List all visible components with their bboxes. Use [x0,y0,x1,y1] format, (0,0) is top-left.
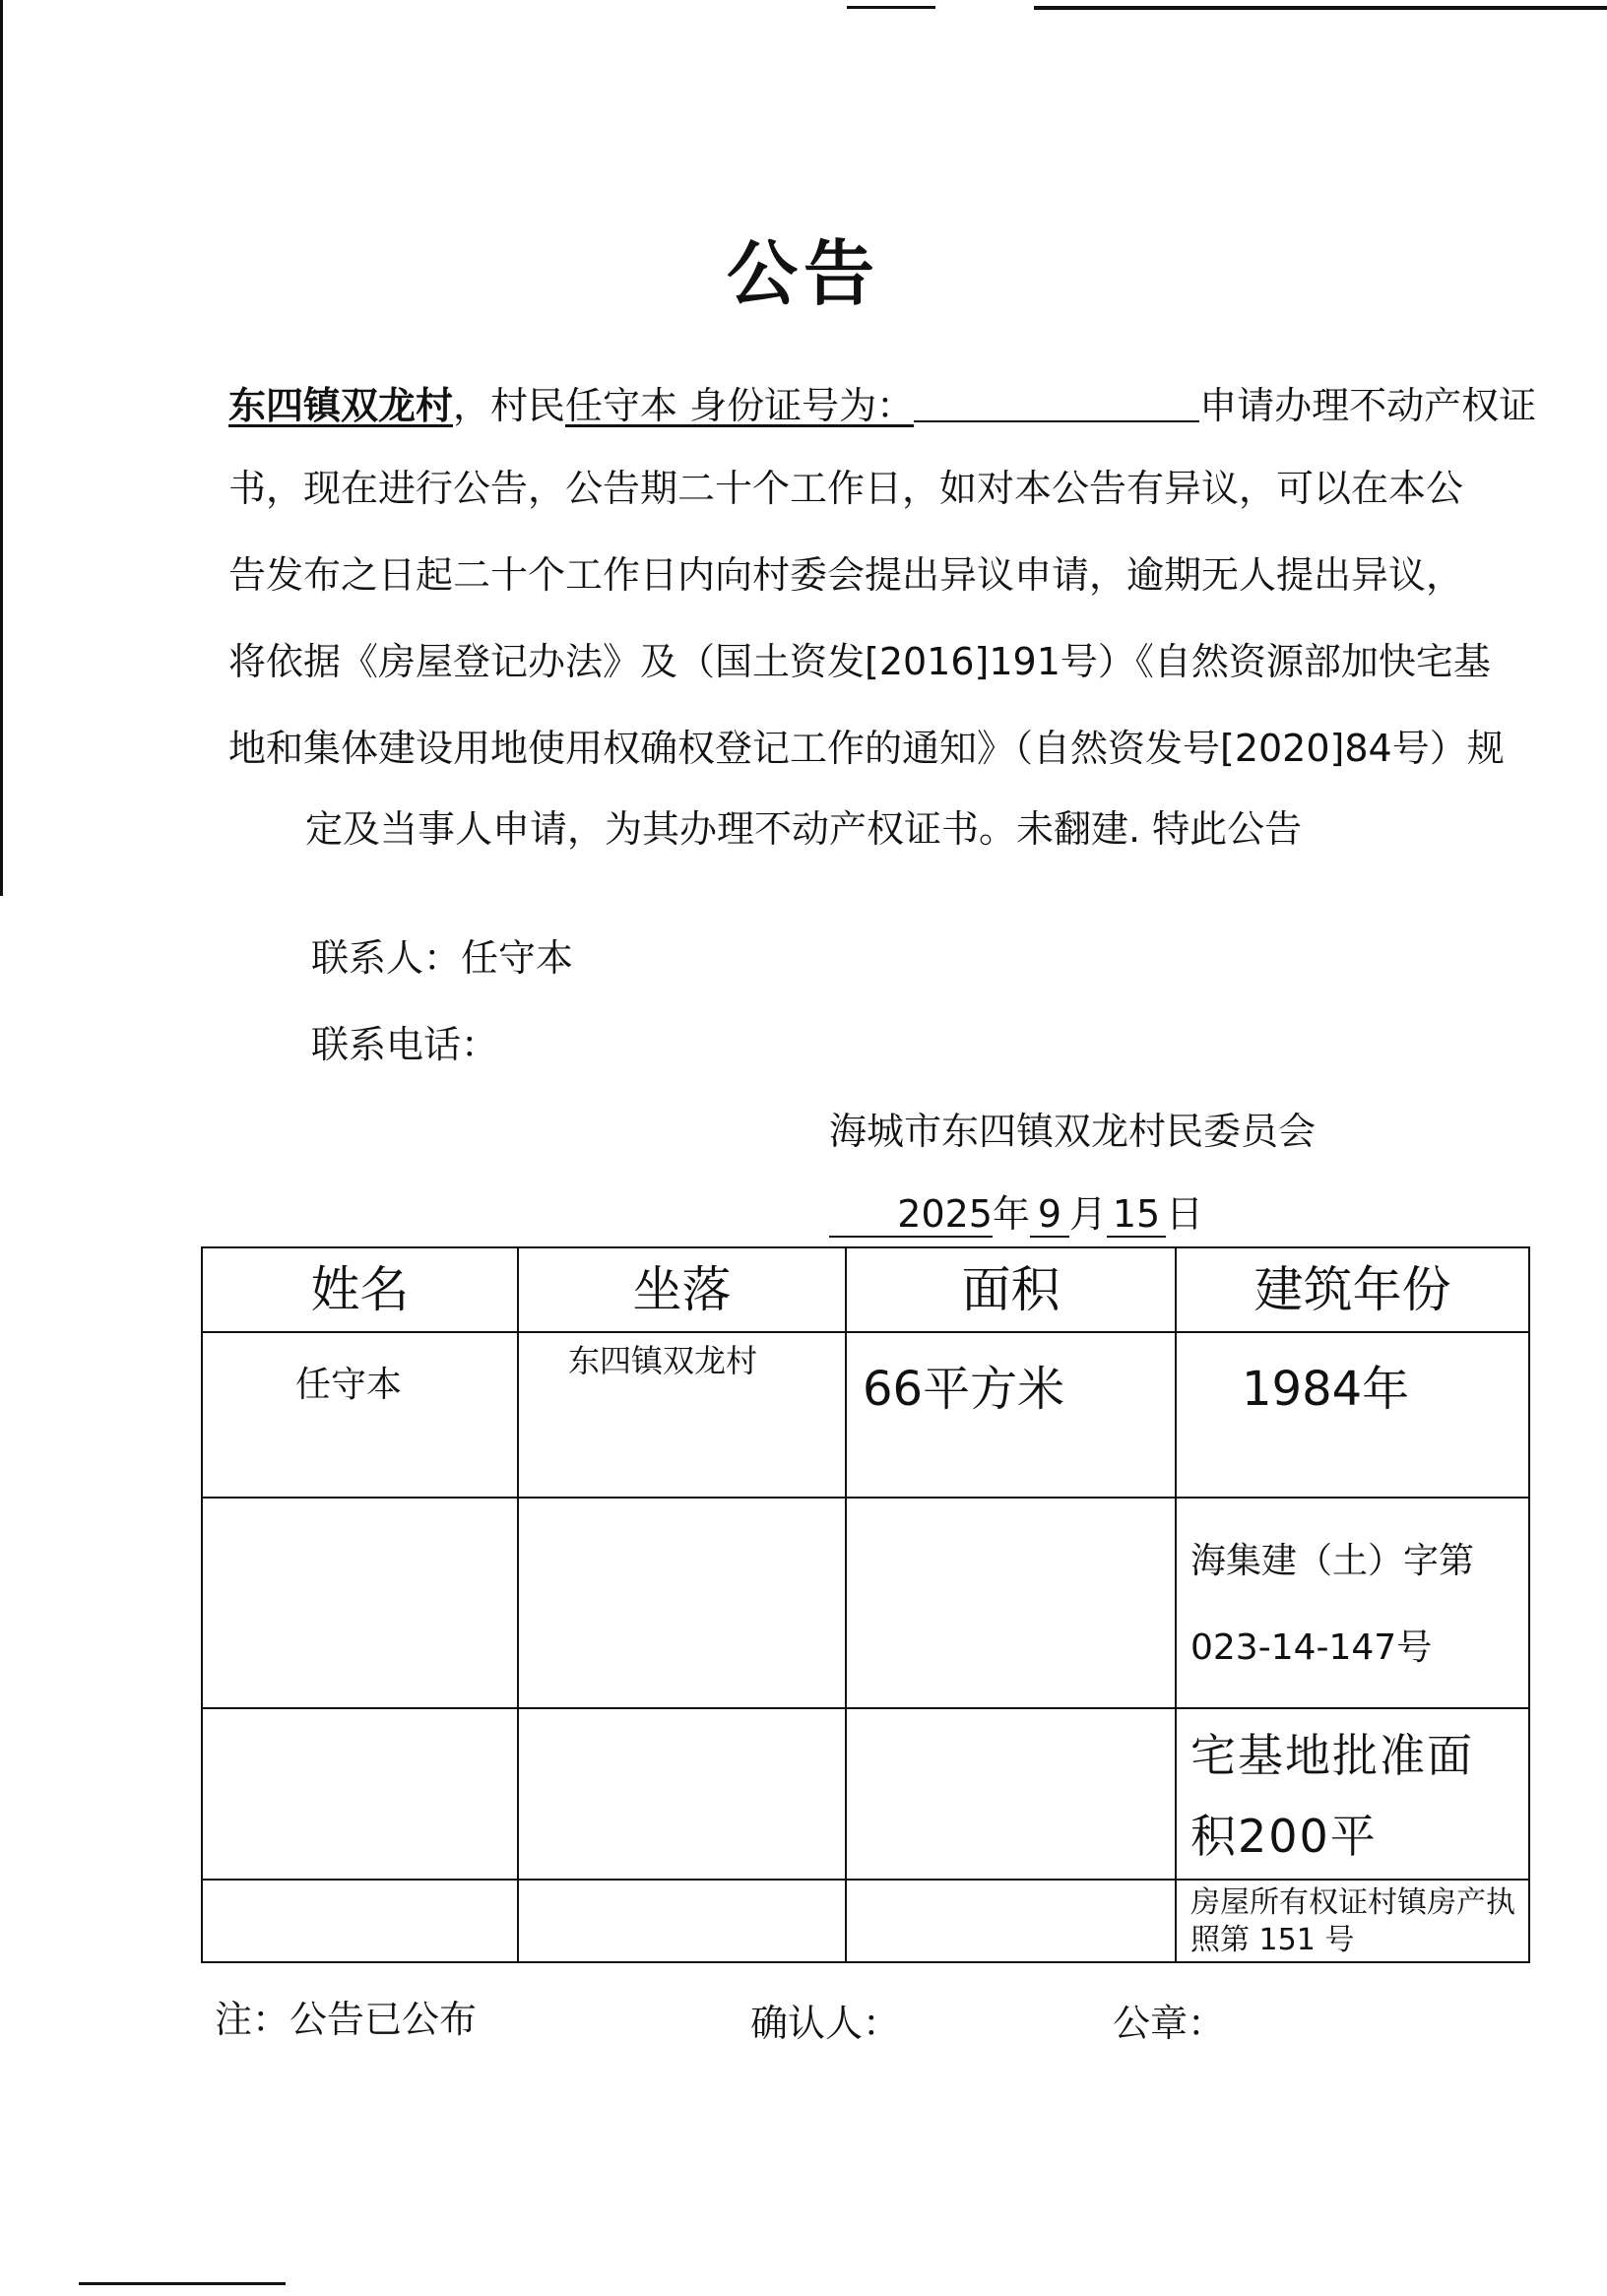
line1-tail: 申请办理不动产权证 [1199,384,1537,427]
footer-confirmer: 确认人： [750,2002,901,2045]
village-name: 东四镇双龙村 [228,384,454,427]
footer-note: 注：公告已公布 [215,1998,478,2041]
cell-empty [202,1498,518,1708]
contact-phone: 联系电话： [311,1023,499,1066]
table-row [202,1880,1529,1962]
cell-empty [846,1880,1176,1962]
body-line-4: 将依据《房屋登记办法》及（国土资发[2016]191号）《自然资源部加快宅基 [228,640,1491,683]
cell-empty [202,1880,518,1962]
cell-empty [202,1708,518,1880]
body-line-1 [228,384,1536,427]
body-line-2: 书，现在进行公告，公告期二十个工作日，如对本公告有异议，可以在本公 [228,467,1464,510]
header-area: 面积 [846,1247,1176,1332]
table-row [202,1708,1529,1880]
scan-edge-left [0,0,3,896]
header-name: 姓名 [202,1247,518,1332]
cell-empty [518,1498,846,1708]
date-year-suffix: 年 [993,1192,1031,1236]
cell-land-cert: 海集建（土）字第023-14-147号 [1176,1498,1529,1708]
table-header-row [202,1247,1529,1332]
cell-empty [518,1708,846,1880]
table-row [202,1332,1529,1498]
header-build-year: 建筑年份 [1176,1247,1529,1332]
header-location: 坐落 [518,1247,846,1332]
id-number-blank [914,387,1199,422]
date-year: 2025 [829,1192,993,1238]
cell-build-year: 1984年 [1176,1332,1529,1498]
body-line-3: 告发布之日起二十个工作日内向村委会提出异议申请，逾期无人提出异议， [228,553,1464,597]
page-title: 公告 [726,232,880,315]
body-line-6: 定及当事人申请，为其办理不动产权证书。未翻建. 特此公告 [305,807,1303,851]
date-day-suffix: 日 [1166,1192,1204,1236]
villager-label: ，村民 [453,384,566,427]
scan-edge-top [1034,6,1607,10]
cell-approved-area: 宅基地批准面积200平 [1176,1708,1529,1880]
cell-area: 66平方米 [846,1332,1176,1498]
footer-seal: 公章： [1113,2002,1226,2045]
cell-house-cert: 房屋所有权证村镇房产执照第 151 号 [1176,1880,1529,1962]
cell-location: 东四镇双龙村 [518,1332,846,1498]
date-day: 15 [1107,1192,1166,1238]
applicant-id-label: 任守本 身份证号为： [565,384,915,427]
date-month-suffix: 月 [1069,1192,1108,1236]
scan-edge-bottom [79,2282,286,2285]
date-month: 9 [1030,1192,1069,1238]
cell-empty [846,1498,1176,1708]
body-line-5: 地和集体建设用地使用权确权登记工作的通知》（自然资发号[2020]84号）规 [228,727,1505,770]
property-table [201,1246,1530,1963]
cell-name: 任守本 [202,1332,518,1498]
cell-empty [846,1708,1176,1880]
table-row [202,1498,1529,1708]
cell-empty [518,1880,846,1962]
issue-date [829,1183,1203,1238]
issuer-name: 海城市东四镇双龙村民委员会 [829,1110,1317,1153]
contact-person: 联系人：任守本 [311,936,574,980]
scan-edge-top-dash [847,6,935,9]
